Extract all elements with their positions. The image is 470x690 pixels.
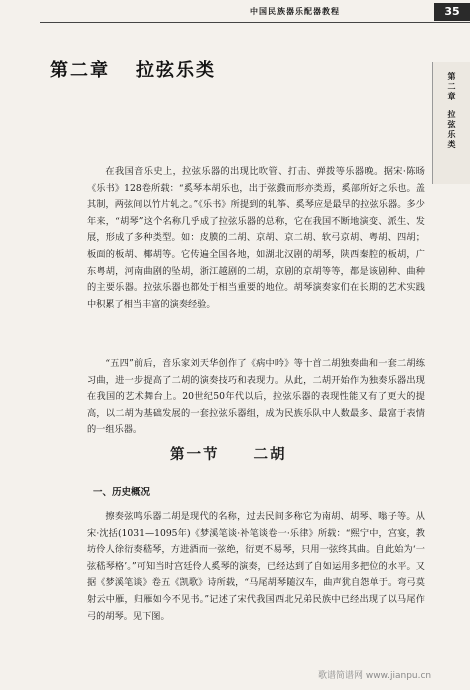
paragraph-text: 在我国音乐史上，拉弦乐器的出现比吹管、打击、弹拨等乐器晚。据宋·陈旸《乐书》128卷所载：“奚琴本胡乐也，出于弦鼗而形亦类焉，奚部所好之乐也。盖其制，两弦间以竹片轧之。”《乐书》所提到的轧筝、奚琴应是最早的拉弦乐器。多少年来，“胡琴”这个名称几乎成了拉弦乐器的总称，它在我国不断地演变、派生、发展，形成了多种类型。如：皮膜的二胡、京胡、京二胡、软弓京胡、粤胡、四胡；板面的板胡、椰胡等。它传遍全国各地，如湖北汉剧的胡琴，陕西秦腔的板胡，广东粤胡，河南曲剧的坠胡，浙江越剧的二胡，京剧的京胡等等，都是该剧种、曲种的主要乐器。拉弦乐器也都处于相当重要的地位。胡琴演奏家们在长期的艺术实践中积累了相当丰富的演奏经验。 (87, 166, 425, 310)
chapter-name: 拉弦乐类 (136, 60, 216, 81)
subheading-history: 一、历史概况 (93, 487, 151, 498)
side-tab-chapter: 第二章 (447, 72, 457, 102)
section-name: 二胡 (253, 447, 287, 463)
side-tab-category: 拉弦乐类 (447, 110, 457, 150)
paragraph-text: “五四”前后，音乐家刘天华创作了《病中吟》等十首二胡独奏曲和一套二胡练习曲，进一步提高了二胡的演奏技巧和表现力。从此，二胡开始作为独奏乐器出现在我国的艺术舞台上。20世纪50年代以后，拉弦乐器的表现性能又有了更大的提高，以二胡为基础发展的一套拉弦乐器组，成为民族乐队中人数最多、最富于表情的一组乐器。 (87, 358, 425, 436)
chapter-side-tab (432, 62, 470, 184)
paragraph-history (87, 509, 425, 625)
section-label: 第一节 (170, 447, 220, 463)
chapter-label: 第二章 (50, 60, 110, 81)
section-title (170, 443, 287, 464)
chapter-title (50, 56, 216, 82)
site-watermark: 歌谱简谱网 www.jianpu.cn (318, 671, 432, 681)
header-rule (40, 22, 470, 23)
paragraph-text: 擦奏弦鸣乐器二胡是现代的名称，过去民间多称它为南胡、胡琴、嗡子等。从宋·沈括(1031—1095年)《梦溪笔谈·补笔谈卷一·乐律》所载：“熙宁中，宫宴，教坊伶人徐衍奏嵇琴，方进酒而一弦绝，衍更不易琴，只用一弦终其曲。自此始为‘一弦嵇琴格’。”可知当时宫廷伶人奚琴的演奏，已经达到了自如运用多把位的水平。又据《梦溪笔谈》卷五《凯歌》诗所载，“马尾胡琴随汉车，曲声犹自怨单于。弯弓莫射云中雁，归雁如今不见书。”记述了宋代我国西北兄弟民族中已经出现了以马尾作弓的胡琴。见下图。 (87, 511, 425, 622)
paragraph-liu-tianhua (87, 356, 425, 439)
paragraph-intro (87, 164, 425, 313)
running-header-title: 中国民族器乐配器教程 (250, 6, 340, 16)
page-number: 35 (434, 3, 470, 21)
